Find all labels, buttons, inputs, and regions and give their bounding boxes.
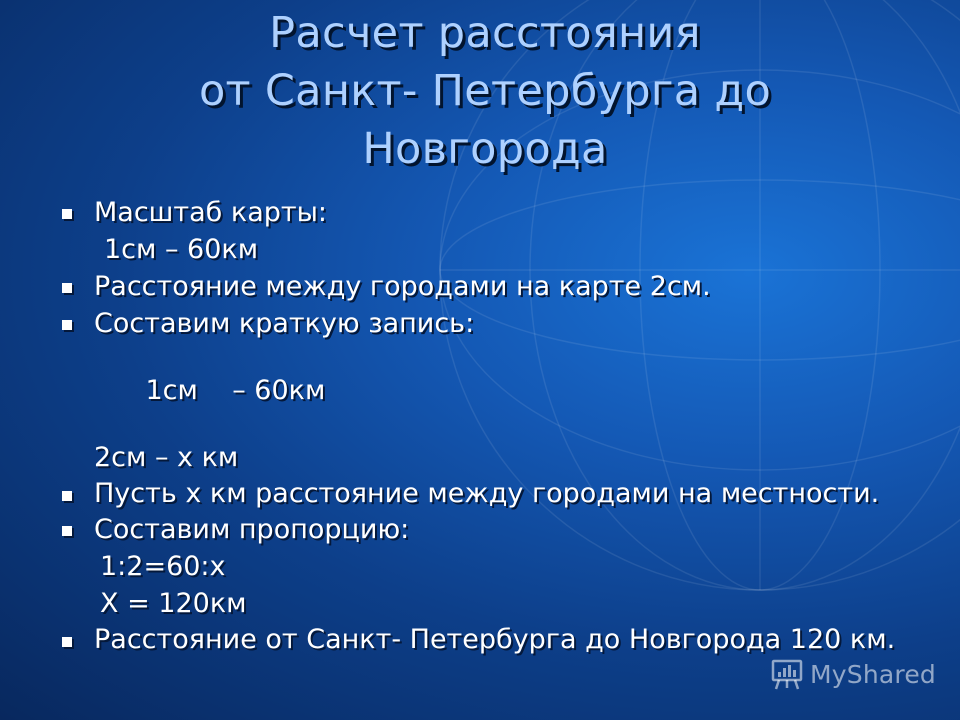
list-item-text: 1:2=60:х bbox=[100, 551, 226, 582]
list-item-note-line-1 bbox=[60, 346, 930, 436]
square-bullet-icon bbox=[62, 320, 72, 330]
list-item-scale-value bbox=[60, 235, 930, 265]
list-item-text: Пусть х км расстояние между городами на местности. bbox=[94, 478, 880, 509]
square-bullet-icon bbox=[62, 491, 72, 501]
list-item-text: Расстояние от Санкт- Петербурга до Новгорода 120 км. bbox=[94, 624, 896, 655]
list-item-text: 2см – х км bbox=[94, 442, 239, 473]
square-bullet-icon bbox=[62, 283, 72, 293]
list-item-note-line-2 bbox=[60, 443, 930, 473]
slide-title bbox=[60, 4, 910, 178]
presentation-board-icon bbox=[770, 657, 804, 691]
list-item-text: Составим краткую запись: bbox=[94, 308, 475, 339]
list-item-short-note bbox=[60, 309, 930, 339]
list-item-answer bbox=[60, 626, 930, 654]
title-line-3: Новгорода bbox=[362, 124, 608, 174]
title-line-1: Расчет расстояния bbox=[269, 8, 701, 58]
slide-body bbox=[60, 198, 930, 661]
title-line-2: от Санкт- Петербурга до bbox=[198, 66, 772, 116]
list-item-proportion-result bbox=[60, 589, 930, 619]
square-bullet-icon bbox=[62, 637, 72, 647]
list-item-text: Х = 120км bbox=[100, 588, 247, 619]
list-item-scale bbox=[60, 198, 930, 228]
square-bullet-icon bbox=[62, 526, 72, 536]
watermark-label: MyShared bbox=[810, 659, 936, 689]
list-item-proportion bbox=[60, 515, 930, 545]
list-item-text: 1см – 60км bbox=[104, 234, 259, 265]
list-item-map-distance bbox=[60, 272, 930, 302]
watermark-logo bbox=[770, 654, 936, 694]
list-item-proportion-equation bbox=[60, 552, 930, 582]
list-item-let-x bbox=[60, 480, 930, 508]
square-bullet-icon bbox=[62, 209, 72, 219]
list-item-text: Составим пропорцию: bbox=[94, 514, 410, 545]
list-item-text: Масштаб карты: bbox=[94, 197, 328, 228]
list-item-text: Расстояние между городами на карте 2см. bbox=[94, 271, 711, 302]
list-item-text: 1см – 60км bbox=[145, 375, 326, 406]
